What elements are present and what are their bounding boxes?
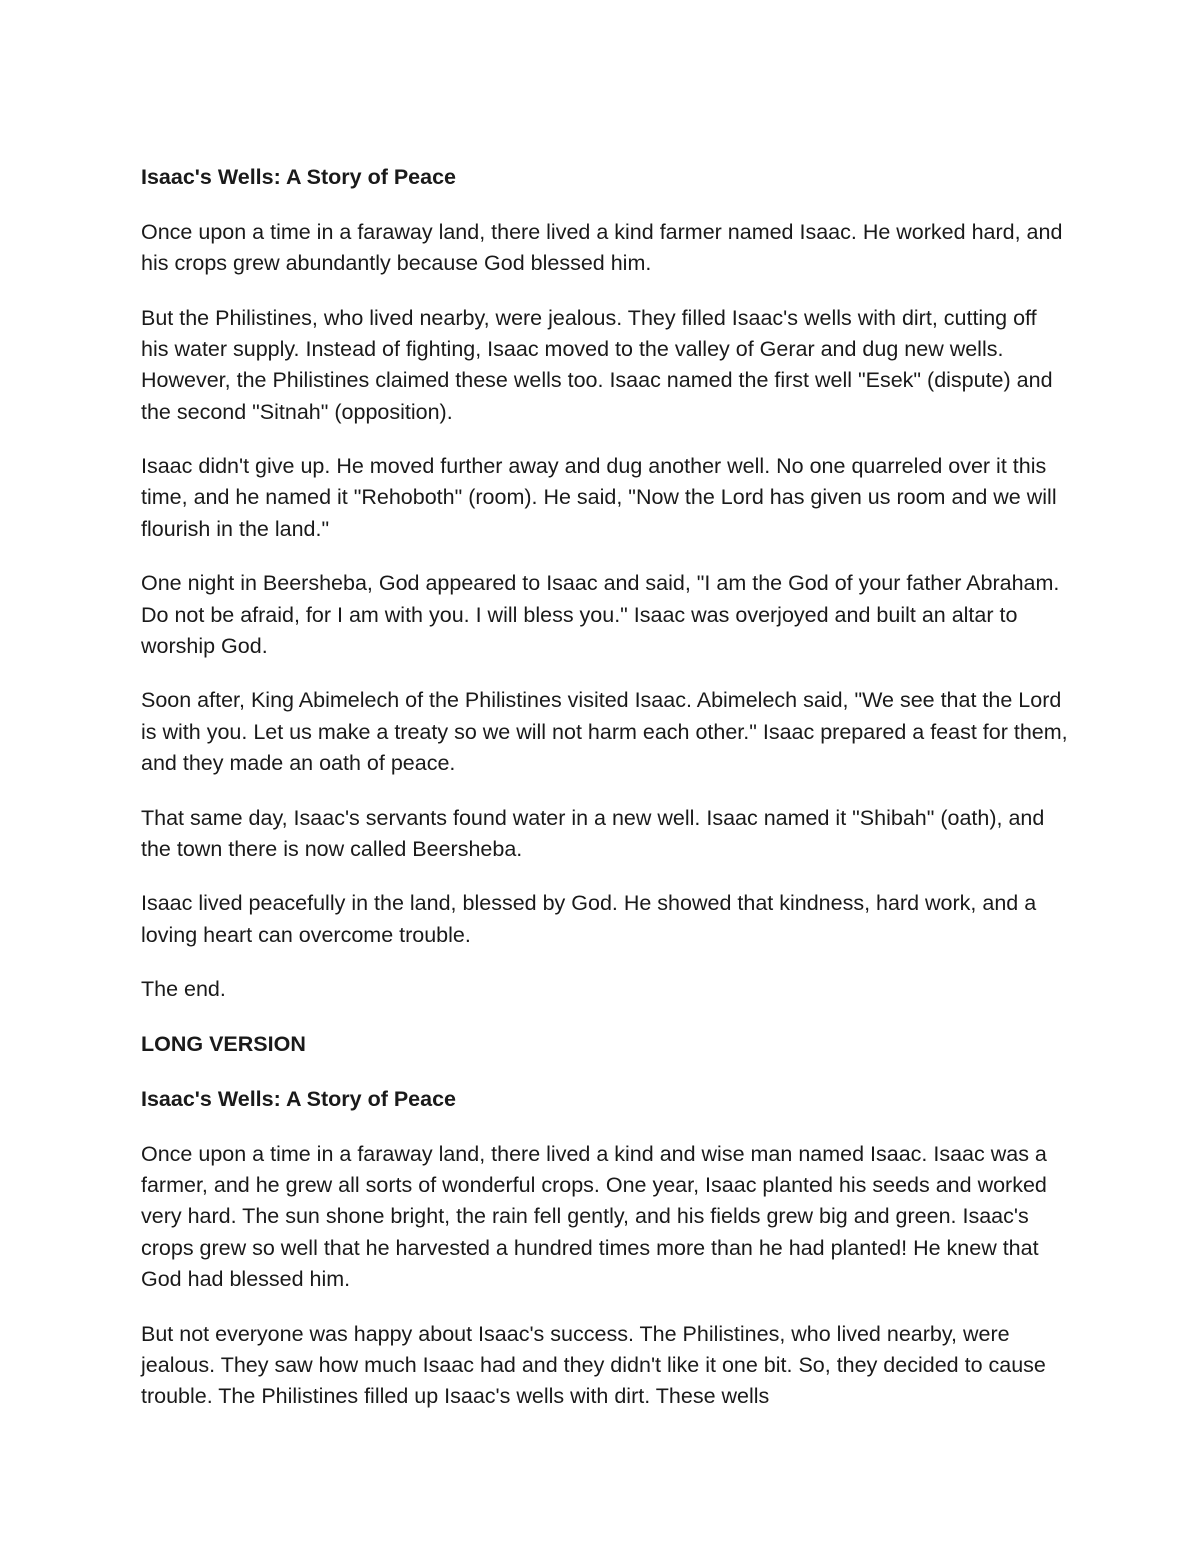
story-paragraph: Isaac lived peacefully in the land, blessed by God. He showed that kindness, hard work, and a loving heart can overcome trouble. — [141, 891, 1037, 947]
story-paragraph: One night in Beersheba, God appeared to Isaac and said, "I am the God of your father Abraham. Do not be afraid, for I am with you. I will bless you." Isaac was overjoyed and built an altar to worship God. — [141, 571, 1060, 658]
story-paragraph: Isaac didn't give up. He moved further away and dug another well. No one quarreled over it this time, and he named it "Rehoboth" (room). He said, "Now the Lord has given us room and we will flourish in the land." — [141, 454, 1057, 541]
story-paragraph: That same day, Isaac's servants found water in a new well. Isaac named it "Shibah" (oath), and the town there is now called Beersheba. — [141, 805, 1045, 861]
story-paragraph: But the Philistines, who lived nearby, were jealous. They filled Isaac's wells with dirt, cutting off his water supply. Instead of fighting, Isaac moved to the valley of Gerar and dug new wells. However, the Philistines claimed these wells too. Isaac named the first well "Esek" (dispute) and the second "Sitnah" (opposition). — [141, 305, 1053, 424]
story-paragraph: Once upon a time in a faraway land, there lived a kind farmer named Isaac. He worked hard, and his crops grew abundantly because God blessed him. — [141, 220, 1063, 276]
long-story-paragraph: But not everyone was happy about Isaac's success. The Philistines, who lived nearby, were jealous. They saw how much Isaac had and they didn't like it one bit. So, they decided to cause trouble. The Philistines filled up Isaac's wells with dirt. These wells — [141, 1321, 1046, 1408]
story-ending: The end. — [141, 977, 226, 1002]
long-story-paragraph: Once upon a time in a faraway land, there lived a kind and wise man named Isaac. Isaac was a farmer, and he grew all sorts of wonderful crops. One year, Isaac planted his seeds and worked very hard. The sun shone bright, the rain fell gently, and his fields grew big and green. Isaac's crops grew so well that he harvested a hundred times more than he had planted! He knew that God had blessed him. — [141, 1142, 1047, 1291]
story-title: Isaac's Wells: A Story of Peace — [141, 165, 457, 189]
story-paragraph: Soon after, King Abimelech of the Philistines visited Isaac. Abimelech said, "We see that the Lord is with you. Let us make a treaty so we will not harm each other." Isaac prepared a feast for them, and they made an oath of peace. — [141, 688, 1068, 775]
document-page — [141, 162, 1069, 1436]
long-version-heading: LONG VERSION — [141, 1032, 306, 1057]
long-version-title: Isaac's Wells: A Story of Peace — [141, 1087, 457, 1112]
